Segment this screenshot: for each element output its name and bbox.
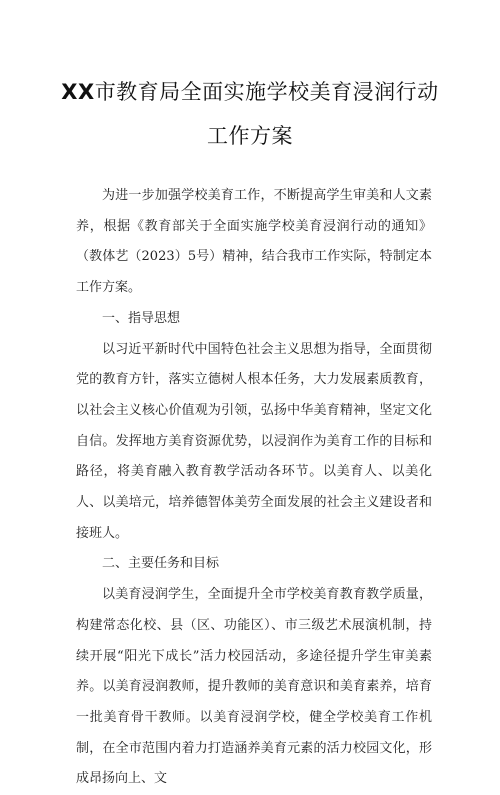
title-text: 市教育局全面实施学校美育浸润行动: [94, 80, 439, 104]
document-body: [76, 181, 432, 795]
section-heading-guiding-ideology: 一、指导思想: [102, 310, 181, 326]
title-prefix: XX: [61, 80, 95, 104]
guiding-ideology-paragraph: 以习近平新时代中国特色社会主义思想为指导，全面贯彻党的教育方针，落实立德树人根本任务，大力发展素质教育，以社会主义核心价值观为引领，弘扬中华美育精神，坚定文化自信。发挥地方美育资源优势，以浸润作为美育工作的目标和路径，将美育融入教育教学活动各环节。以美育人、以美化人、以美培元，培养德智体美劳全面发展的社会主义建设者和接班人。: [76, 341, 432, 541]
intro-paragraph: 为进一步加强学校美育工作，不断提高学生审美和人文素养，根据《教育部关于全面实施学校美育浸润行动的通知》（教体艺（2023）5号）精神，结合我市工作实际，特制定本工作方案。: [76, 188, 432, 296]
section-heading-tasks-goals: 二、主要任务和目标: [102, 556, 220, 572]
document-title-line-1: [0, 76, 500, 106]
tasks-goals-paragraph: 以美育浸润学生，全面提升全市学校美育教育教学质量，构建常态化校、县（区、功能区）、市三级艺术展演机制，持续开展“阳光下成长”活力校园活动，多途径提升学生审美素养。以美育浸润教师，提升教师的美育意识和美育素养，培育一批美育骨干教师。以美育浸润学校，健全学校美育工作机制，在全市范围内着力打造涵养美育元素的活力校园文化，形成昂扬向上、文: [76, 587, 432, 787]
document-title-line-2: 工作方案: [207, 124, 293, 148]
